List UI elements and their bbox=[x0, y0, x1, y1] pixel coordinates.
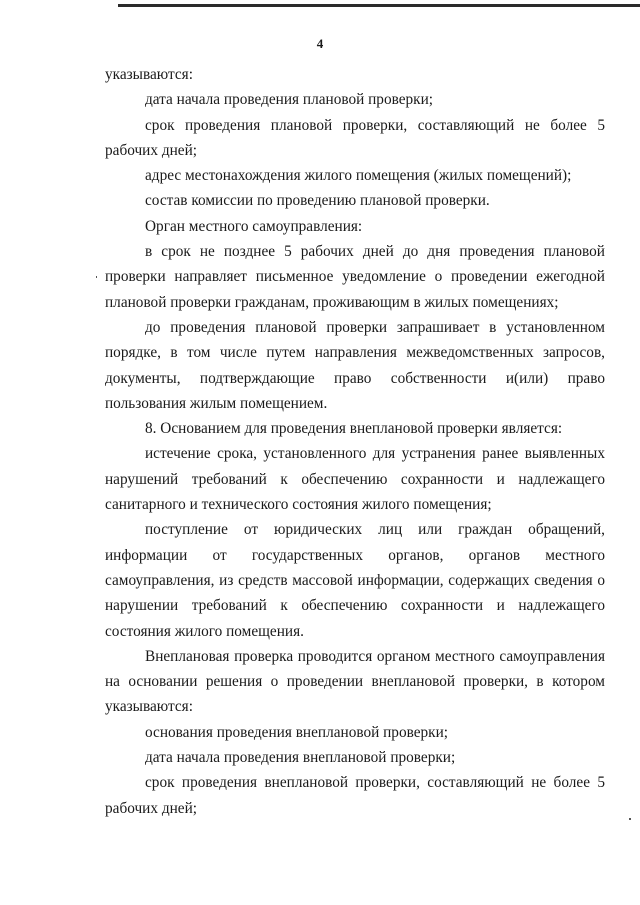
scan-speck bbox=[629, 818, 631, 820]
paragraph: состав комиссии по проведению плановой проверки. bbox=[145, 192, 490, 210]
paragraph: адрес местонахождения жилого помещения (жилых помещений); bbox=[145, 167, 572, 185]
paragraph: срок проведения внеплановой проверки, составляющий не более 5 рабочих дней; bbox=[105, 774, 605, 817]
paragraph: до проведения плановой проверки запрашивает в установленном порядке, в том числе путем направления межведомственных запросов, документы, подтверждающие право собственности и(или) право пользования жилым помещением. bbox=[105, 318, 605, 412]
paragraph: основания проведения внеплановой проверки; bbox=[145, 723, 449, 741]
section-heading: 8. Основанием для проведения внеплановой проверки является: bbox=[145, 420, 563, 438]
paragraph: истечение срока, установленного для устранения ранее выявленных нарушений требований к обеспечению сохранности и надлежащего санитарного и технического состояния жилого помещения; bbox=[105, 445, 605, 514]
paragraph: срок проведения плановой проверки, составляющий не более 5 рабочих дней; bbox=[105, 116, 605, 159]
paragraph: Орган местного самоуправления: bbox=[145, 217, 363, 235]
page-number: 4 bbox=[316, 36, 324, 51]
paragraph: поступление от юридических лиц или граждан обращений, информации от государственных органов, органов местного самоуправления, из средств массовой информации, содержащих сведения о нарушении требований к обеспечению сохранности и надлежащего состояния жилого помещения. bbox=[105, 521, 605, 640]
scan-speck bbox=[96, 276, 97, 278]
document-body bbox=[105, 62, 605, 821]
scan-border-line bbox=[118, 4, 640, 7]
paragraph: указываются: bbox=[105, 66, 193, 83]
paragraph: Внеплановая проверка проводится органом местного самоуправления на основании решения о проведении внеплановой проверки, в котором указываются: bbox=[105, 647, 605, 716]
paragraph: в срок не позднее 5 рабочих дней до дня проведения плановой проверки направляет письменное уведомление о проведении ежегодной плановой проверки гражданам, проживающим в жилых помещениях; bbox=[105, 243, 605, 311]
paragraph: дата начала проведения внеплановой проверки; bbox=[145, 749, 456, 767]
paragraph: дата начала проведения плановой проверки; bbox=[145, 91, 434, 109]
